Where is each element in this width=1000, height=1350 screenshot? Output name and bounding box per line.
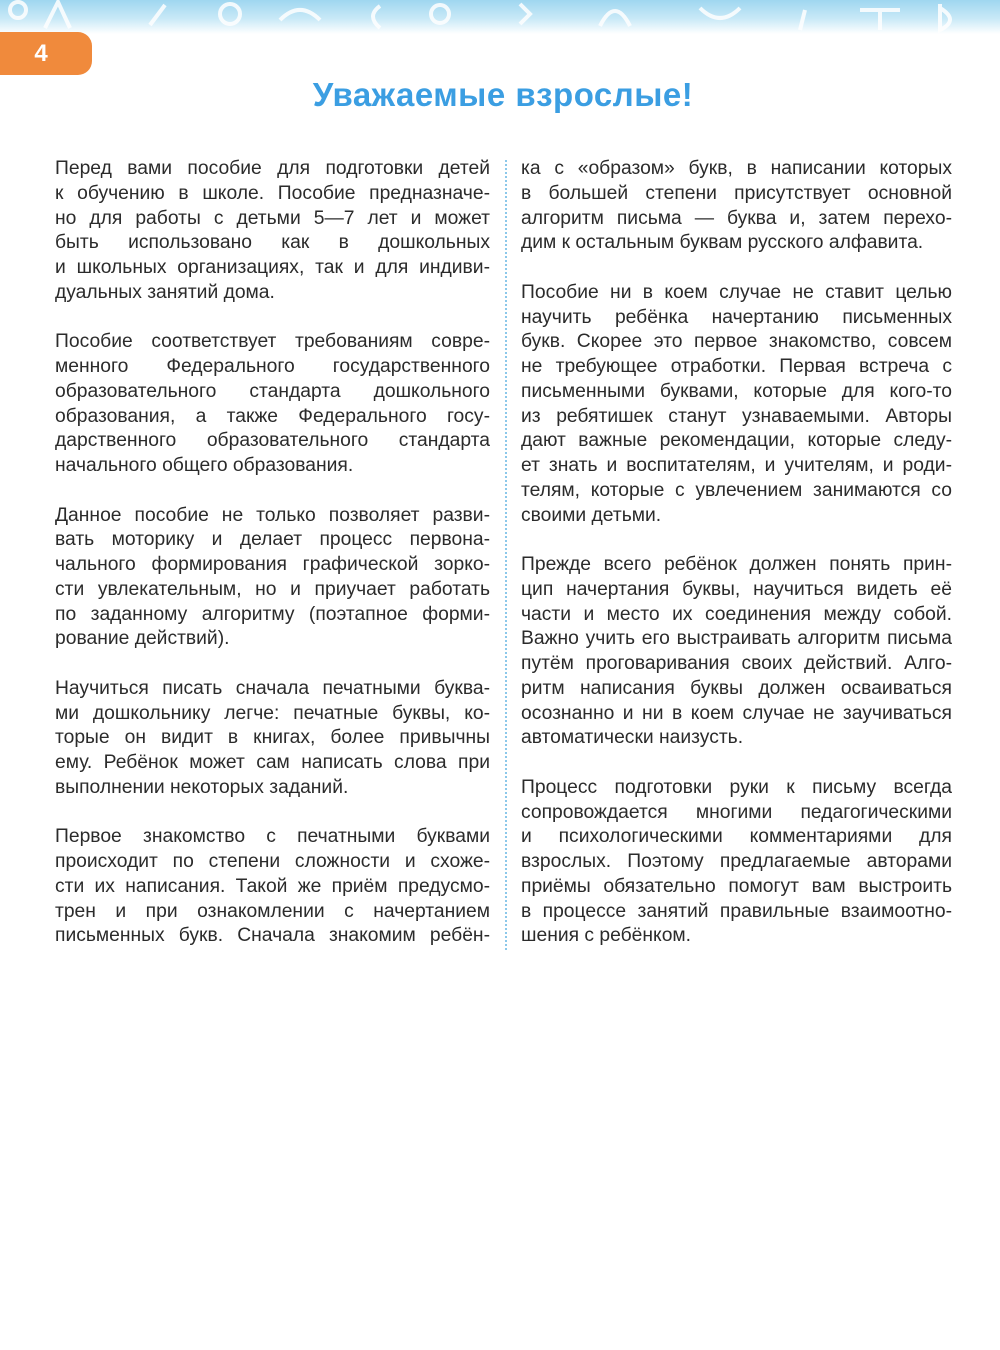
- text-line: письменными буквами, которые для кого-то: [521, 380, 952, 402]
- text-line: телям, которые с увлечением занимаются со: [521, 479, 952, 501]
- page-number-badge: 4: [0, 32, 92, 75]
- text-line: торые он видит в книгах, более привычны: [55, 727, 490, 749]
- paragraph: [55, 157, 490, 306]
- text-line: образовательного стандарта дошкольного: [55, 380, 490, 402]
- text-line: Пособие ни в коем случае не ставит целью: [521, 281, 952, 303]
- text-line: взрослых. Поэтому предлагаемые авторами: [521, 851, 952, 872]
- column-divider: [505, 160, 507, 950]
- text-line: из ребятишек станут узнаваемыми. Авторы: [521, 405, 952, 427]
- decorative-header-band: [0, 0, 1000, 34]
- text-line: Процесс подготовки руки к письму всегда: [521, 776, 952, 798]
- text-line: ка с «образом» букв, в написании которых: [521, 158, 952, 179]
- paragraph: [55, 504, 490, 653]
- paragraph: [55, 825, 490, 949]
- text-line: Данное пособие не только позволяет разви-: [55, 504, 490, 526]
- paragraph: [521, 281, 952, 529]
- paragraph: [521, 776, 952, 949]
- text-line: приёмы обязательно помогут вам выстроить: [521, 875, 952, 897]
- doodle-pattern-icon: [0, 0, 1000, 34]
- text-line: букв. Скорее это первое знакомство, совсем: [521, 331, 952, 353]
- text-line: к обучению в школе. Пособие предназначе-: [55, 182, 490, 204]
- right-text-column: [521, 157, 952, 974]
- text-line: дим к остальным буквам русского алфавита.: [521, 232, 924, 254]
- text-line: ему. Ребёнок может сам написать слова при: [55, 752, 490, 773]
- text-line: части и место их соединения между собой.: [521, 603, 952, 625]
- text-line: начального общего образования.: [55, 455, 354, 476]
- text-line: Научиться писать сначала печатными буква-: [55, 677, 490, 699]
- text-line: своими детьми.: [521, 504, 662, 526]
- paragraph: [55, 330, 490, 479]
- text-line: в процессе занятий правильные взаимоотно-: [521, 900, 952, 922]
- paragraph: [55, 677, 490, 801]
- text-line: автоматически наизусть.: [521, 727, 744, 749]
- text-line: трен и при ознакомлении с начертанием: [55, 900, 490, 922]
- text-line: сти увлекательным, но и приучает работать: [55, 578, 490, 600]
- text-line: Важно учить его выстраивать алгоритм письма: [521, 628, 952, 650]
- text-line: рование действий).: [55, 628, 230, 650]
- paragraph: [521, 553, 952, 751]
- text-line: алгоритм письма — буква и, затем перехо-: [521, 207, 952, 229]
- text-line: Пособие соответствует требованиям совре-: [55, 331, 490, 353]
- text-line: письменных букв. Сначала знакомим ребён-: [55, 925, 490, 947]
- left-text-column: [55, 157, 490, 974]
- text-line: шения с ребёнком.: [521, 925, 692, 947]
- text-line: происходит по степени сложности и схоже-: [55, 851, 490, 872]
- text-line: Прежде всего ребёнок должен понять прин-: [521, 554, 952, 575]
- text-line: дуальных занятий дома.: [55, 281, 275, 303]
- text-line: путём проговаривания своих действий. Алго-: [521, 653, 952, 674]
- text-line: чального формирования графической зорко-: [55, 554, 490, 575]
- text-line: сти их написания. Такой же приём предусмо-: [55, 875, 490, 897]
- text-line: ритм написания буквы должен осваиваться: [521, 677, 952, 699]
- text-line: вать моторику и делает процесс первона-: [55, 529, 490, 551]
- text-line: ет знать и воспитателям, и учителям, и роди-: [521, 455, 952, 476]
- text-line: научить ребёнка начертанию письменных: [521, 306, 952, 328]
- paragraph: [521, 157, 952, 256]
- text-line: образования, а также Федерального госу-: [55, 405, 490, 427]
- text-line: Первое знакомство с печатными буквами: [55, 826, 490, 848]
- text-line: и психологическими комментариями для: [521, 826, 952, 848]
- text-line: и школьных организациях, так и для индиви-: [55, 257, 490, 278]
- text-line: осознанно и ни в коем случае не заучиваться: [521, 702, 952, 724]
- text-line: Перед вами пособие для подготовки детей: [55, 158, 490, 179]
- text-line: не требующее отработки. Первая встреча с: [521, 356, 952, 377]
- text-line: ми дошкольнику легче: печатные буквы, ко-: [55, 702, 490, 724]
- text-line: цип начертания буквы, научиться видеть её: [521, 578, 952, 600]
- text-line: по заданному алгоритму (поэтапное форми-: [55, 603, 490, 625]
- text-line: но для работы с детьми 5—7 лет и может: [55, 207, 490, 229]
- page-title: Уважаемые взрослые!: [312, 76, 694, 113]
- text-line: быть использовано как в дошкольных: [55, 232, 490, 254]
- text-line: дают важные рекомендации, которые следу-: [521, 430, 952, 452]
- text-line: дарственного образовательного стандарта: [55, 430, 490, 452]
- text-line: сопровождается многими педагогическими: [521, 801, 952, 823]
- text-line: в большей степени присутствует основной: [521, 182, 952, 204]
- text-line: менного Федерального государственного: [55, 356, 490, 377]
- text-line: выполнении некоторых заданий.: [55, 776, 349, 798]
